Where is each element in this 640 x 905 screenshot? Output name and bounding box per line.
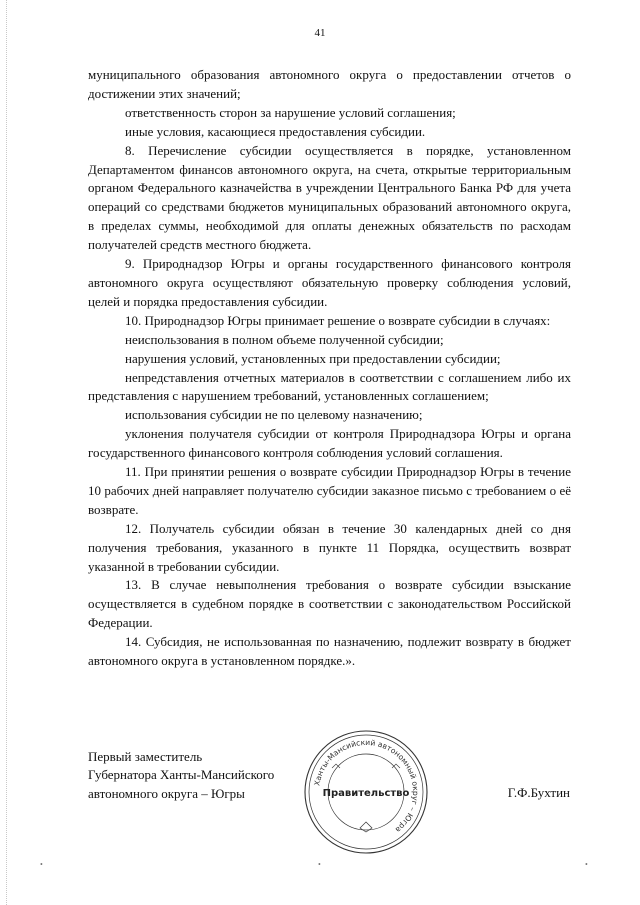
paragraph-list-item: ответственность сторон за нарушение условий соглашения; (125, 104, 456, 120)
paragraph-continuation: муниципального образования автономного округа о предоставлении отчетов о достижении этих значений; (88, 67, 571, 101)
paragraph-list-item: иные условия, касающиеся предоставления субсидии. (125, 123, 426, 139)
paragraph-clause-12: 12. Получатель субсидии обязан в течение 30 календарных дней со дня получения требования, указанного в пункте 11 Порядка, осуществить возврат указанной в требовании субсидии. (88, 520, 571, 574)
seal-ring-text: Ханты-Мансийский автономный округ – Югра (312, 737, 421, 835)
page-edge-rule (6, 0, 7, 905)
seal-center-text: Правительство (322, 788, 410, 799)
paragraph-clause-13: 13. В случае невыполнения требования о возврате субсидии взыскание осуществляется в судебном порядке в соответствии с законодательством Российской Федерации. (88, 577, 571, 631)
signatory-title-line: Первый заместитель (88, 749, 203, 764)
paragraph-list-item: уклонения получателя субсидии от контроля Природнадзора Югры и органа государственного финансового контроля соблюдения условий соглашения. (88, 426, 571, 461)
signatory-title-line: автономного округа – Югры (88, 785, 245, 801)
paragraph-clause-8: 8. Перечисление субсидии осуществляется в порядке, установленном Департаментом финансов автономного округа, на счета, открытые территориальным органом Федерального казначейства в учреждении Центрального Банка РФ для учета операций со средствами бюджетов муниципальных образований автономного округа, в пределах суммы, необходимой для оплаты денежных обязательств по расходам получателей средств местного бюджета. (88, 142, 571, 253)
scan-speck: • (585, 860, 588, 869)
seal-emblem-mark (360, 822, 372, 832)
seal-border-ornament (332, 764, 340, 768)
paragraph-list-item: использования субсидии не по целевому назначению; (125, 407, 423, 423)
paragraph-list-item: нарушения условий, установленных при предоставлении субсидии; (125, 350, 501, 366)
paragraph-clause-11: 11. При принятии решения о возврате субсидии Природнадзор Югры в течение 10 рабочих дней направляет получателю субсидии заказное письмо с требованием о её возврате. (88, 464, 571, 517)
government-seal (302, 728, 430, 856)
paragraph-clause-9: 9. Природнадзор Югры и органы государственного финансового контроля автономного округа осуществляют обязательную проверку соблюдения условий, целей и порядка предоставления субсидии. (88, 256, 571, 309)
paragraph-list-item: неиспользования в полном объеме полученной субсидии; (125, 331, 444, 347)
scan-speck: • (40, 860, 43, 869)
paragraph-clause-14: 14. Субсидия, не использованная по назначению, подлежит возврату в бюджет автономного округа в установленном порядке.». (88, 634, 571, 669)
paragraph-list-item: непредставления отчетных материалов в соответствии с соглашением либо их представления с нарушением требований, установленных соглашением; (88, 369, 571, 404)
scan-speck: • (318, 860, 321, 869)
paragraph-clause-10: 10. Природнадзор Югры принимает решение о возврате субсидии в случаях: (125, 312, 551, 328)
document-body (88, 66, 571, 671)
signatory-title (88, 748, 274, 803)
signatory-name: Г.Ф.Бухтин (507, 785, 570, 800)
signatory-title-line: Губернатора Ханты-Мансийского (88, 767, 275, 783)
page-number: 41 (314, 27, 326, 39)
seal-border-ornament (392, 764, 400, 768)
